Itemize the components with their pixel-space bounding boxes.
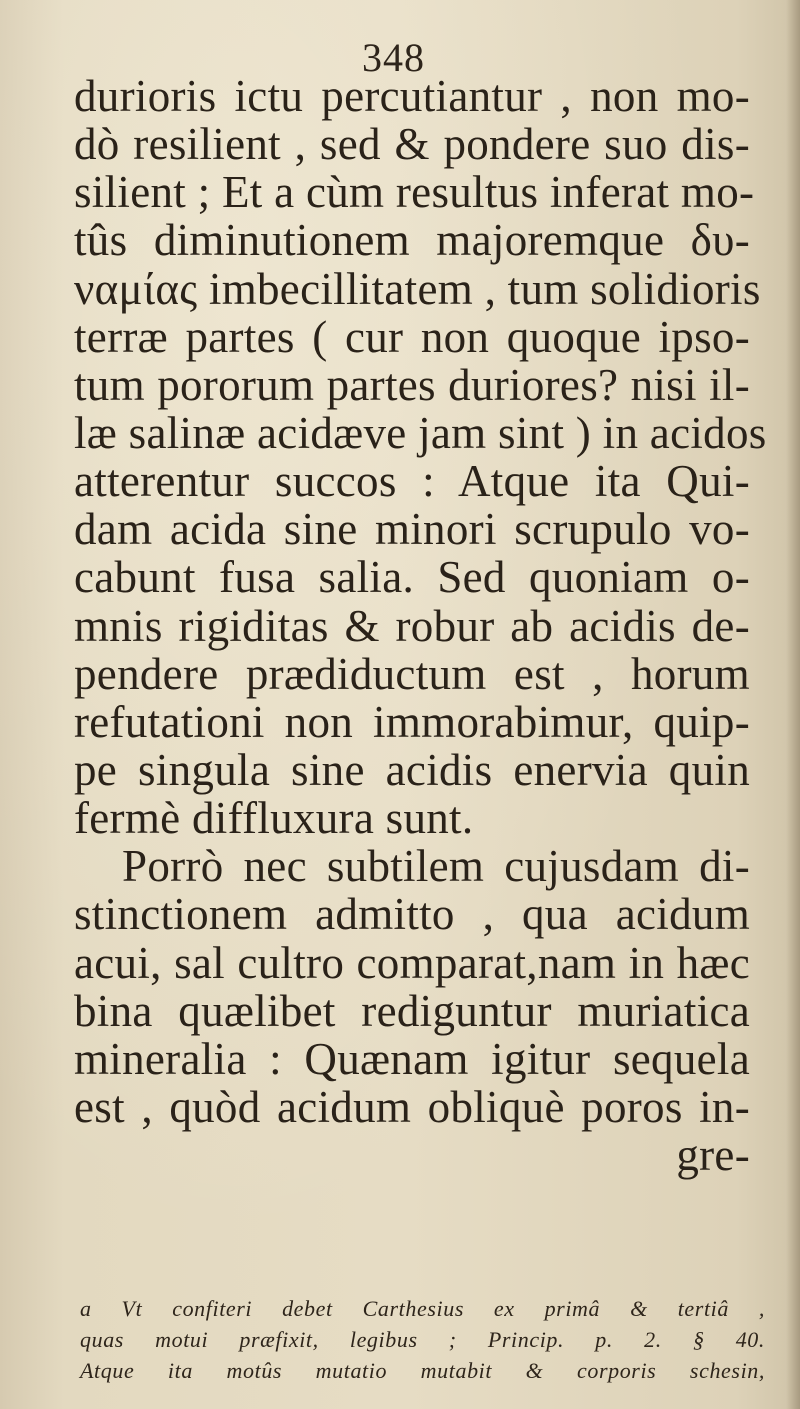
footnote-block [80, 1296, 765, 1389]
footnote-line: a Vt confiteri debet Carthesius ex primâ & tertiâ , [80, 1296, 765, 1321]
text-line: acui, sal cultro comparat,nam in hæc [74, 937, 750, 988]
text-line: cabunt fusa salia. Sed quoniam o- [74, 552, 750, 603]
text-line: mineralia : Quænam igitur sequela [74, 1033, 750, 1084]
text-line: tum pororum partes duriores? nisi il- [74, 359, 750, 410]
text-line: dam acida sine minori scrupulo vo- [74, 504, 750, 555]
text-line: est , quòd acidum obliquè poros in- [74, 1081, 750, 1132]
catchword: gre- [676, 1130, 750, 1181]
page-edge [786, 0, 800, 1409]
paragraph-start-line: Porrò nec subtilem cujusdam di- [122, 841, 750, 892]
text-line: dò resilient , sed & pondere suo dis- [74, 119, 750, 170]
text-line: durioris ictu percutiantur , non mo- [74, 71, 750, 121]
page-number: 348 [362, 35, 425, 80]
text-line: pendere prædiductum est , horum [74, 648, 750, 699]
text-line: silient ; Et a cùm resultus inferat mo- [74, 167, 755, 218]
text-line: bina quælibet rediguntur muriatica [74, 985, 750, 1036]
text-line: pe singula sine acidis enervia quin [74, 744, 750, 795]
footnote-line: quas motui præfixit, legibus ; Princip. p. 2. § 40. [80, 1327, 765, 1352]
text-line: atterentur succos : Atque ita Qui- [74, 456, 750, 507]
footnote-line: Atque ita motûs mutatio mutabit & corporis schesin, [80, 1358, 765, 1383]
text-line: mnis rigiditas & robur ab acidis de- [74, 600, 750, 651]
paragraph-end-line: fermè diffluxura sunt. [74, 793, 474, 844]
text-line: tûs diminutionem majoremque δυ- [74, 215, 750, 266]
text-line: refutationi non immorabimur, quip- [74, 696, 750, 747]
text-line: stinctionem admitto , qua acidum [74, 889, 750, 940]
text-line: terræ partes ( cur non quoque ipso- [74, 311, 750, 362]
main-text-block [74, 71, 767, 1181]
text-line: ναμίας imbecillitatem , tum solidioris [74, 263, 761, 314]
text-line: læ salinæ acidæve jam sint ) in acidos [74, 407, 767, 458]
